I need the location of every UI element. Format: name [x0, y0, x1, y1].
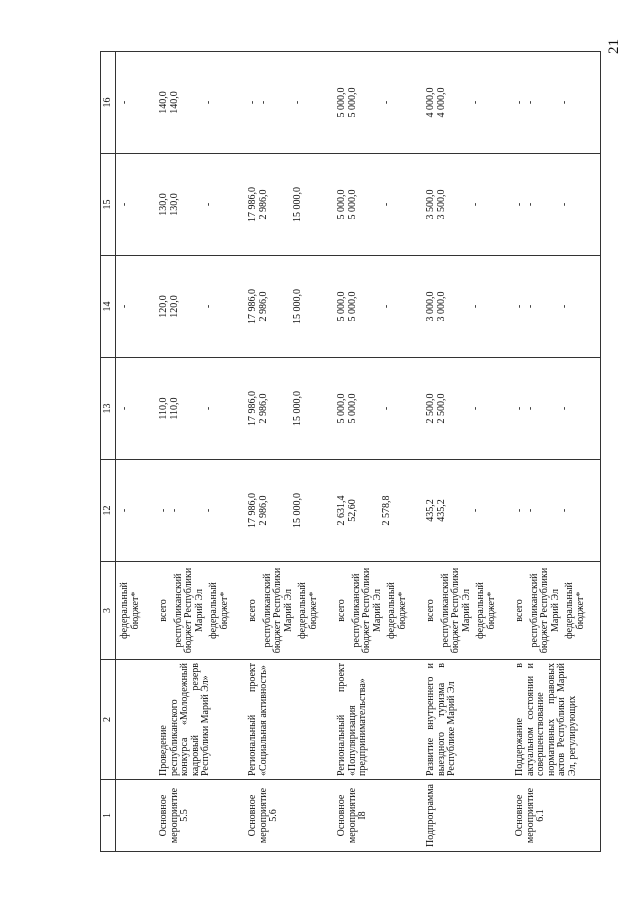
- column-number-14: 14: [101, 256, 116, 358]
- amount-value: -: [524, 304, 536, 309]
- measure-title: Поддержание в актуальном состоянии и совершенствование нормативных правовых актов Республики Марий Эл, регулирующих: [511, 660, 601, 780]
- funding-source: всего: [247, 599, 258, 622]
- amount-value: 5 000,0: [346, 87, 358, 118]
- amount-value: -: [203, 406, 214, 411]
- amount-cell-col-14: [155, 256, 244, 358]
- amount-value: 15 000,0: [292, 187, 303, 222]
- page-number: 21: [606, 39, 622, 54]
- amount-value: -: [381, 406, 392, 411]
- amount-cell-col-13: [511, 358, 601, 460]
- amount-value: 15 000,0: [292, 391, 303, 426]
- amount-cell-col-12: [116, 460, 156, 562]
- amount-value: -: [119, 508, 130, 513]
- amount-value: -: [559, 202, 570, 207]
- funding-source: всего: [425, 599, 436, 622]
- funding-source: федеральный бюджет*: [475, 582, 497, 639]
- amount-value: -: [158, 508, 169, 513]
- amount-value: -: [524, 202, 536, 207]
- amount-value: 5 000,0: [336, 87, 347, 118]
- amount-value: -: [559, 508, 570, 513]
- amount-value: -: [257, 100, 269, 105]
- table-row: [333, 52, 422, 852]
- column-number-2: 2: [101, 660, 116, 780]
- amount-value: 2 631,4: [336, 495, 347, 526]
- amount-value: 3 500,0: [435, 189, 447, 220]
- measure-code: Основное мероприятие 5.5: [155, 780, 244, 852]
- amount-value: -: [470, 100, 481, 105]
- amount-value: -: [514, 202, 525, 207]
- table-row: [422, 52, 511, 852]
- amount-value: -: [559, 100, 570, 105]
- amount-value: 17 986,0: [247, 391, 258, 426]
- amount-cell-col-12: [155, 460, 244, 562]
- table-row: [116, 52, 156, 852]
- amount-value: 5 000,0: [336, 291, 347, 322]
- amount-value: 3 000,0: [435, 291, 447, 322]
- funding-source: всего: [514, 599, 525, 622]
- funding-source: республиканский бюджет Республики Марий Эл: [350, 567, 383, 654]
- funding-source: федеральный бюджет*: [564, 582, 586, 639]
- amount-cell-col-13: [155, 358, 244, 460]
- amount-cell-col-16: [511, 52, 601, 154]
- column-number-12: 12: [101, 460, 116, 562]
- amount-value: 140,0: [158, 91, 169, 114]
- amount-value: 5 000,0: [346, 393, 358, 424]
- amount-cell-col-12: [333, 460, 422, 562]
- funding-sources: [244, 562, 333, 660]
- amount-cell-col-14: [244, 256, 333, 358]
- amount-value: 2 986,0: [257, 189, 269, 220]
- amount-value: 17 986,0: [247, 187, 258, 222]
- measure-title: Региональный проект «Популяризация предпринимательства»: [333, 660, 422, 780]
- amount-cell-col-13: [244, 358, 333, 460]
- column-number-1: 1: [101, 780, 116, 852]
- amount-value: -: [119, 100, 130, 105]
- funding-source: федеральный бюджет*: [297, 582, 319, 639]
- amount-value: -: [514, 100, 525, 105]
- funding-source: республиканский бюджет Республики Марий Эл: [261, 567, 294, 654]
- column-number-3: 3: [101, 562, 116, 660]
- funding-source: всего: [336, 599, 347, 622]
- amount-value: -: [203, 202, 214, 207]
- amount-value: 120,0: [168, 295, 180, 318]
- table-row: [511, 52, 601, 852]
- amount-cell-col-16: [244, 52, 333, 154]
- amount-value: 17 986,0: [247, 289, 258, 324]
- amount-value: -: [470, 202, 481, 207]
- funding-source: всего: [158, 599, 169, 622]
- amount-value: 5 000,0: [346, 291, 358, 322]
- amount-cell-col-15: [155, 154, 244, 256]
- amount-cell-col-12: [422, 460, 511, 562]
- funding-source: федеральный бюджет*: [386, 582, 408, 639]
- measure-code: Основное мероприятие 6.1: [511, 780, 601, 852]
- amount-value: 17 986,0: [247, 493, 258, 528]
- amount-value: -: [524, 100, 536, 105]
- funding-sources: [422, 562, 511, 660]
- amount-value: 4 000,0: [425, 87, 436, 118]
- amount-cell-col-14: [511, 256, 601, 358]
- measure-title: [116, 660, 156, 780]
- amount-cell-col-16: [116, 52, 156, 154]
- amount-value: -: [203, 100, 214, 105]
- column-number-13: 13: [101, 358, 116, 460]
- column-number-row: [101, 52, 116, 852]
- amount-cell-col-15: [422, 154, 511, 256]
- table-row: [155, 52, 244, 852]
- funding-sources: [511, 562, 601, 660]
- funding-source: федеральный бюджет*: [208, 582, 230, 639]
- column-number-16: 16: [101, 52, 116, 154]
- amount-value: -: [470, 508, 481, 513]
- funding-source: республиканский бюджет Республики Марий Эл: [528, 567, 561, 654]
- amount-cell-col-14: [116, 256, 156, 358]
- amount-cell-col-16: [422, 52, 511, 154]
- amount-value: 2 986,0: [257, 393, 269, 424]
- funding-sources: [155, 562, 244, 660]
- amount-value: -: [168, 508, 180, 513]
- amount-value: 120,0: [158, 295, 169, 318]
- budget-table-rotated: [100, 52, 610, 852]
- amount-cell-col-15: [244, 154, 333, 256]
- amount-value: -: [381, 100, 392, 105]
- amount-cell-col-14: [422, 256, 511, 358]
- funding-sources: [333, 562, 422, 660]
- amount-value: -: [203, 508, 214, 513]
- amount-cell-col-16: [155, 52, 244, 154]
- amount-value: -: [119, 304, 130, 309]
- measure-title: Региональный проект «Социальная активность»: [244, 660, 333, 780]
- amount-cell-col-15: [116, 154, 156, 256]
- amount-value: -: [292, 100, 303, 105]
- amount-value: 2 986,0: [257, 291, 269, 322]
- funding-source: республиканский бюджет Республики Марий Эл: [439, 567, 472, 654]
- amount-value: -: [559, 304, 570, 309]
- amount-value: 15 000,0: [292, 289, 303, 324]
- amount-value: 2 500,0: [435, 393, 447, 424]
- amount-value: 2 500,0: [425, 393, 436, 424]
- amount-value: 52,60: [346, 499, 358, 522]
- measure-code: Подпрограмма: [422, 780, 511, 852]
- amount-value: -: [524, 406, 536, 411]
- amount-value: -: [119, 202, 130, 207]
- amount-value: 130,0: [158, 193, 169, 216]
- amount-value: 5 000,0: [336, 189, 347, 220]
- amount-value: -: [514, 508, 525, 513]
- amount-value: 435,2: [425, 499, 436, 522]
- funding-sources: [116, 562, 156, 660]
- amount-value: 2 578,8: [381, 495, 392, 526]
- amount-value: 5 000,0: [346, 189, 358, 220]
- column-number-15: 15: [101, 154, 116, 256]
- amount-cell-col-14: [333, 256, 422, 358]
- amount-cell-col-13: [333, 358, 422, 460]
- amount-cell-col-15: [333, 154, 422, 256]
- amount-value: -: [559, 406, 570, 411]
- amount-value: 130,0: [168, 193, 180, 216]
- amount-value: 3 500,0: [425, 189, 436, 220]
- amount-cell-col-16: [333, 52, 422, 154]
- budget-table: [100, 51, 601, 852]
- amount-value: 3 000,0: [425, 291, 436, 322]
- funding-source: федеральный бюджет*: [119, 582, 141, 639]
- table-row: [244, 52, 333, 852]
- amount-value: 15 000,0: [292, 493, 303, 528]
- amount-value: -: [514, 406, 525, 411]
- amount-value: 5 000,0: [336, 393, 347, 424]
- amount-value: -: [381, 202, 392, 207]
- amount-value: -: [247, 100, 258, 105]
- measure-code: Основное мероприятие I8: [333, 780, 422, 852]
- amount-value: 110,0: [168, 397, 180, 420]
- amount-value: -: [381, 304, 392, 309]
- amount-cell-col-12: [244, 460, 333, 562]
- amount-cell-col-12: [511, 460, 601, 562]
- amount-cell-col-13: [116, 358, 156, 460]
- amount-value: -: [524, 508, 536, 513]
- amount-value: -: [470, 304, 481, 309]
- measure-code: [116, 780, 156, 852]
- amount-value: -: [514, 304, 525, 309]
- measure-code: Основное мероприятие 5.6: [244, 780, 333, 852]
- amount-value: -: [470, 406, 481, 411]
- amount-cell-col-15: [511, 154, 601, 256]
- amount-value: 435,2: [435, 499, 447, 522]
- amount-value: -: [119, 406, 130, 411]
- measure-title: Проведение республиканского конкурса «Молодежный кадровый резерв Республики Марий Эл»: [155, 660, 244, 780]
- amount-cell-col-13: [422, 358, 511, 460]
- amount-value: 2 986,0: [257, 495, 269, 526]
- amount-value: 4 000,0: [435, 87, 447, 118]
- measure-title: Развитие внутреннего и выездного туризма в Республике Марий Эл: [422, 660, 511, 780]
- amount-value: -: [203, 304, 214, 309]
- funding-source: республиканский бюджет Республики Марий Эл: [172, 567, 205, 654]
- amount-value: 140,0: [168, 91, 180, 114]
- amount-value: 110,0: [158, 397, 169, 420]
